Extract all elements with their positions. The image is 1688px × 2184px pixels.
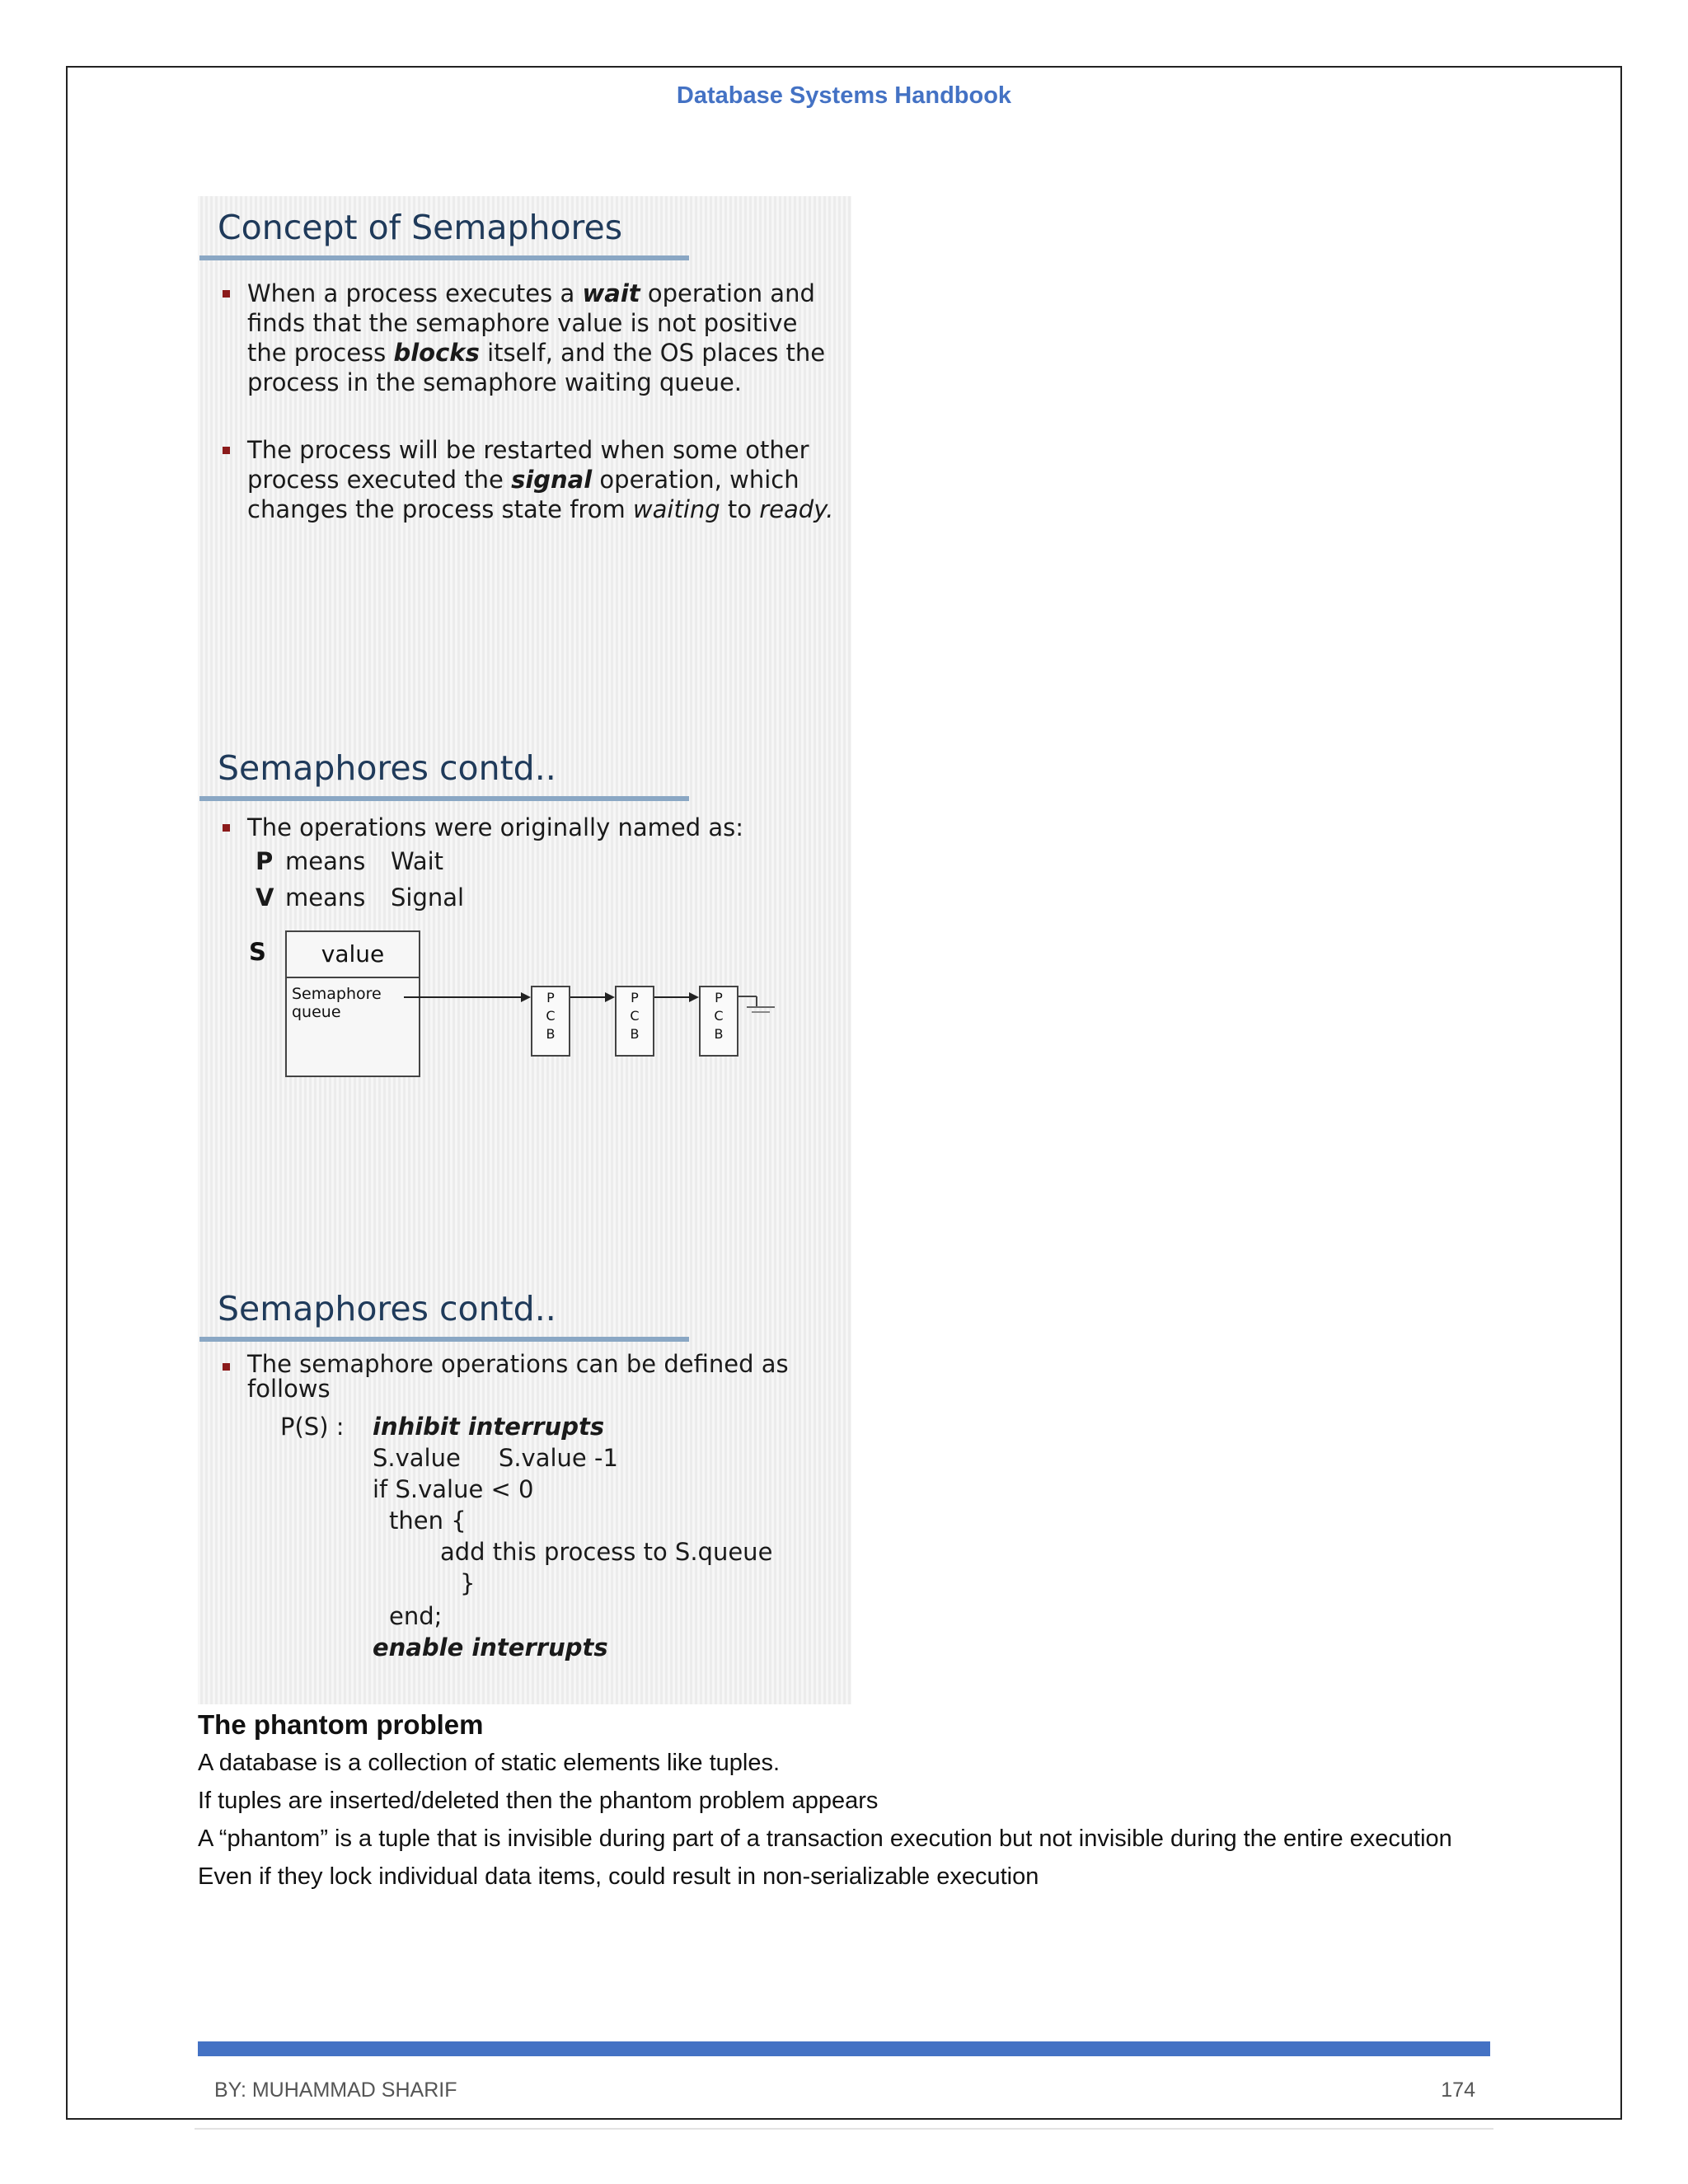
running-header: Database Systems Handbook xyxy=(676,82,1012,109)
slide-divider xyxy=(199,255,689,260)
page-number: 174 xyxy=(1441,2079,1475,2102)
slide-title: Semaphores contd.. xyxy=(218,1289,556,1329)
null-terminator-icon xyxy=(738,987,783,1020)
paragraph: A “phantom” is a tuple that is invisible during part of a transaction execution but not invisible during the entire execution xyxy=(198,1825,1452,1852)
slide-divider xyxy=(199,1337,689,1342)
pcb-node: P C B xyxy=(615,986,654,1057)
code-signature: P(S) : xyxy=(280,1413,345,1441)
footer-accent-bar xyxy=(198,2041,1490,2056)
arrow-head-icon xyxy=(605,992,615,1002)
code-line: end; xyxy=(389,1602,443,1630)
slide-bullet: When a process executes a wait operation and finds that the semaphore value is not positive the process blocks itself, and the OS places the process in the semaphore waiting queue. xyxy=(247,279,841,397)
footer-author: BY: MUHAMMAD SHARIF xyxy=(214,2079,457,2102)
pcb-link-line xyxy=(654,996,692,998)
op-row-p: P means Wait xyxy=(256,847,444,875)
slide-bullet: The operations were originally named as: xyxy=(247,813,841,842)
semaphore-value-cell xyxy=(285,930,420,980)
paragraph: Even if they lock individual data items, could result in non-serializable execution xyxy=(198,1863,1039,1890)
slide-concept-of-semaphores xyxy=(198,196,851,732)
op-row-v: V means Signal xyxy=(256,883,465,912)
code-line: S.value S.value -1 xyxy=(373,1444,618,1472)
queue-arrow-line xyxy=(404,996,524,998)
pcb-node: P C B xyxy=(531,986,570,1057)
slide-semaphores-contd-1 xyxy=(198,732,851,1268)
bottom-divider xyxy=(195,2128,1493,2130)
queue-label: Semaphore queue xyxy=(292,985,382,1021)
arrow-head-icon xyxy=(521,992,531,1002)
slide-semaphores-contd-2 xyxy=(198,1268,851,1704)
code-line: inhibit interrupts xyxy=(373,1413,605,1441)
semaphore-s-label: S xyxy=(249,938,266,966)
code-line: } xyxy=(460,1569,476,1597)
value-label: value xyxy=(321,940,385,968)
paragraph: A database is a collection of static elements like tuples. xyxy=(198,1750,781,1776)
slide-bullet: The process will be restarted when some other process executed the signal operation, which changes the process state from waiting to ready. xyxy=(247,435,841,524)
slide-divider xyxy=(199,796,689,801)
code-line: if S.value < 0 xyxy=(373,1475,534,1503)
pcb-node: P C B xyxy=(699,986,738,1057)
pcb-link-line xyxy=(570,996,608,998)
semaphore-queue-cell xyxy=(285,977,420,1077)
slide-title: Concept of Semaphores xyxy=(218,208,623,247)
code-line: then { xyxy=(389,1507,467,1535)
slide-title: Semaphores contd.. xyxy=(218,748,556,788)
arrow-head-icon xyxy=(689,992,699,1002)
paragraph: If tuples are inserted/deleted then the phantom problem appears xyxy=(198,1788,879,1814)
slide-images xyxy=(198,196,851,1704)
code-line: add this process to S.queue xyxy=(440,1538,773,1566)
section-heading: The phantom problem xyxy=(198,1709,484,1740)
slide-bullet: The semaphore operations can be defined as follows xyxy=(247,1352,841,1401)
code-line: enable interrupts xyxy=(373,1633,608,1661)
phantom-problem-section xyxy=(198,1706,1492,1896)
